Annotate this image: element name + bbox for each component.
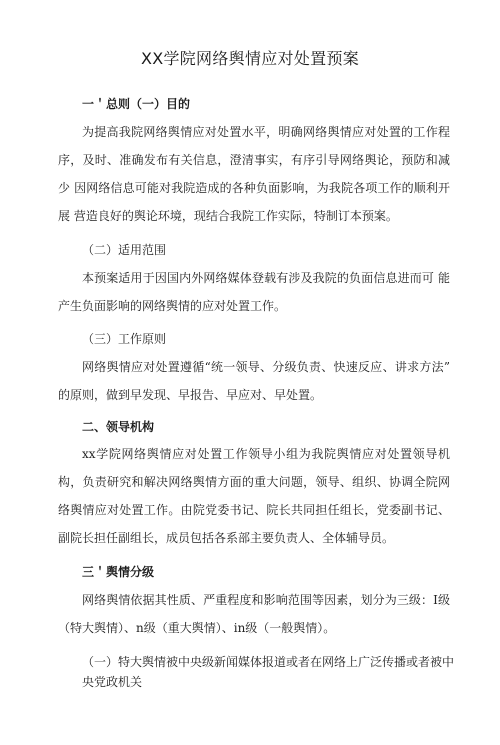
subsection-2-paragraph: 本预案适用于因国内外网络媒体登载有涉及我院的负面信息进而可 能产生负面影响的网络舆情的应对处置工作。 [58,271,450,313]
section-3-paragraph: 网络舆情依据其性质、严重程度和影响范围等因素，划分为三级：I级 （特大舆情）、n级（重大舆情）、in级（一般舆情）。 [58,593,450,635]
section-1-heading: 一＇总则（一）目的 [82,97,191,111]
subsection-2-heading: （二）适用范围 [82,243,167,257]
section-2-paragraph: xx学院网络舆情应对处置工作领导小组为我院舆情应对处置领导机 构，负责研究和解决网络舆情方面的重大问题，领导、组织、协调全院网 络舆情应对处置工作。由院党委书记、院长共同担任组长，党委副书记、 副院长担任副组长，成员包括各系部主要负责人、全体辅导员。 [58,447,450,545]
section-3-heading: 三＇舆情分级 [82,565,155,579]
subsection-3-1-paragraph: （一）特大舆情被中央级新闻媒体报道或者在网络上广泛传播或者被中央党政机关 [82,655,455,689]
subsection-3-paragraph: 网络舆情应对处置遵循“统一领导、分级负责、快速反应、讲求方法” 的原则，做到早发现、早报告、早应对、早处置。 [58,360,450,402]
subsection-3-heading: （三）工作原则 [82,332,167,346]
section-1-paragraph: 为提高我院网络舆情应对处置水平，明确网络舆情应对处置的工作程 序，及时、准确发布有关信息，澄清事实，有序引导网络舆论，预防和减少 因网络信息可能对我院造成的各种负面影响，为我院各项工作的顺利开展 营造良好的舆论环境，现结合我院工作实际，特制订本预案。 [58,125,450,223]
document-title: XX学院网络舆情应对处置预案 [140,49,360,68]
section-2-heading: 二、领导机构 [82,420,155,434]
